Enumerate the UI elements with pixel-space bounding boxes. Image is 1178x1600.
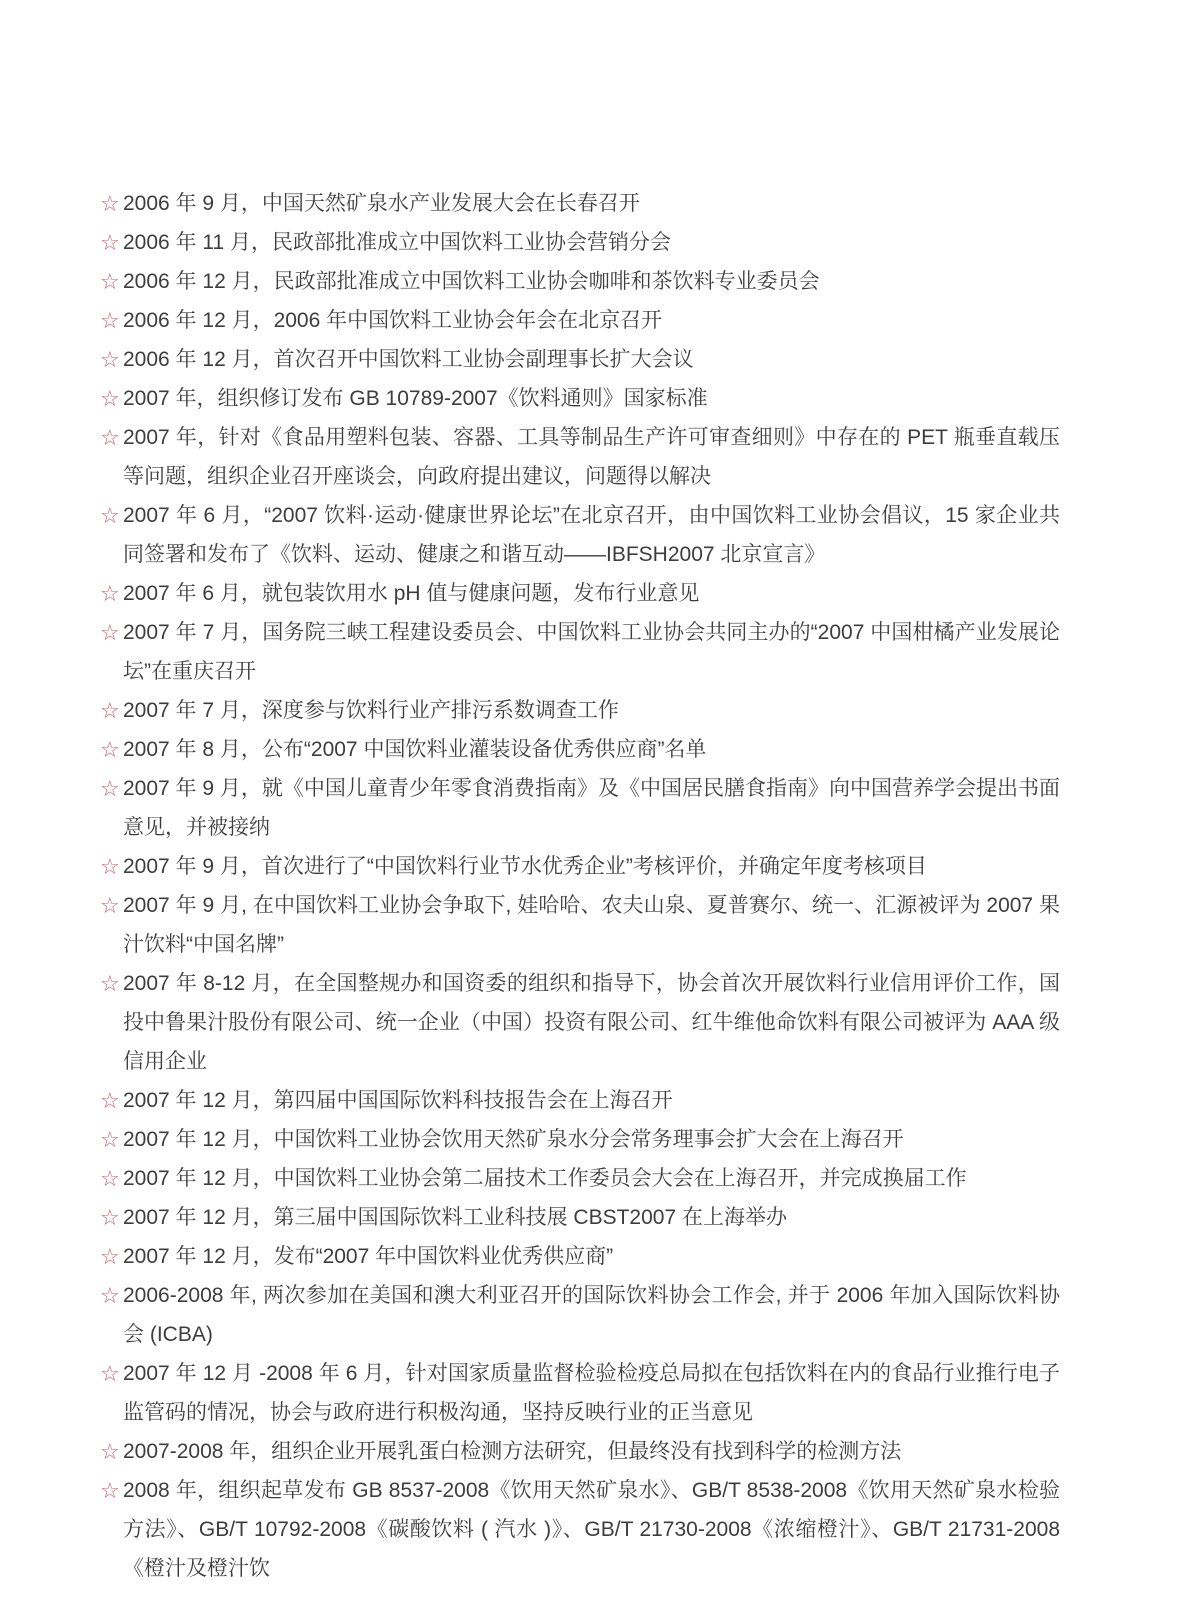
star-bullet-icon: ☆: [100, 1088, 120, 1113]
timeline-entry-text: 2008 年，组织起草发布 GB 8537-2008《饮用天然矿泉水》、GB/T 8538-2008《饮用天然矿泉水检验方法》、GB/T 10792-2008《碳酸饮料 ( 汽水 )》、GB/T 21730-2008《浓缩橙汁》、GB/T 21731-2008《橙汁及橙汁饮: [123, 1479, 1060, 1580]
timeline-entry-text: 2007 年，针对《食品用塑料包装、容器、工具等制品生产许可审查细则》中存在的 PET 瓶垂直载压等问题，组织企业召开座谈会，向政府提出建议，问题得以解决: [123, 426, 1060, 488]
timeline-entry-text: 2007 年 12 月，第四届中国国际饮料科技报告会在上海召开: [123, 1089, 673, 1112]
timeline-entry: [100, 1276, 1060, 1354]
timeline-entry-text: 2007-2008 年，组织企业开展乳蛋白检测方法研究，但最终没有找到科学的检测方法: [123, 1440, 902, 1463]
timeline-entry-text: 2006 年 11 月，民政部批准成立中国饮料工业协会营销分会: [123, 231, 672, 254]
timeline-entry: [100, 1081, 1060, 1120]
star-bullet-icon: ☆: [100, 308, 120, 333]
star-bullet-icon: ☆: [100, 893, 120, 918]
timeline-entry: [100, 613, 1060, 691]
star-bullet-icon: ☆: [100, 1166, 120, 1191]
star-bullet-icon: ☆: [100, 230, 120, 255]
timeline-entry-text: 2007 年 12 月，中国饮料工业协会饮用天然矿泉水分会常务理事会扩大会在上海召开: [123, 1128, 904, 1151]
timeline-entry-text: 2007 年，组织修订发布 GB 10789-2007《饮料通则》国家标准: [123, 387, 708, 410]
star-bullet-icon: ☆: [100, 737, 120, 762]
star-bullet-icon: ☆: [100, 1439, 120, 1464]
star-bullet-icon: ☆: [100, 1478, 120, 1503]
timeline-entry: [100, 262, 1060, 301]
timeline-entry: [100, 730, 1060, 769]
timeline-entry: [100, 1432, 1060, 1471]
timeline-entry: [100, 1471, 1060, 1588]
star-bullet-icon: ☆: [100, 854, 120, 879]
timeline-entry: [100, 418, 1060, 496]
timeline-entry-text: 2006 年 12 月，首次召开中国饮料工业协会副理事长扩大会议: [123, 348, 694, 371]
star-bullet-icon: ☆: [100, 1205, 120, 1230]
timeline-list: [100, 184, 1060, 1588]
timeline-entry: [100, 1120, 1060, 1159]
star-bullet-icon: ☆: [100, 386, 120, 411]
timeline-entry: [100, 1198, 1060, 1237]
star-bullet-icon: ☆: [100, 971, 120, 996]
star-bullet-icon: ☆: [100, 1361, 120, 1386]
timeline-entry: [100, 301, 1060, 340]
star-bullet-icon: ☆: [100, 347, 120, 372]
timeline-entry-text: 2007 年 8-12 月，在全国整规办和国资委的组织和指导下，协会首次开展饮料行业信用评价工作，国投中鲁果汁股份有限公司、统一企业（中国）投资有限公司、红牛维他命饮料有限公司被评为 AAA 级信用企业: [123, 972, 1060, 1073]
timeline-entry: [100, 769, 1060, 847]
timeline-entry-text: 2007 年 6 月，就包装饮用水 pH 值与健康问题，发布行业意见: [123, 582, 700, 605]
star-bullet-icon: ☆: [100, 1244, 120, 1269]
timeline-entry-text: 2007 年 8 月，公布“2007 中国饮料业灌装设备优秀供应商”名单: [123, 738, 707, 761]
timeline-entry-text: 2006-2008 年, 两次参加在美国和澳大利亚召开的国际饮料协会工作会, 并于 2006 年加入国际饮料协会 (ICBA): [123, 1284, 1060, 1346]
timeline-entry-text: 2006 年 9 月，中国天然矿泉水产业发展大会在长春召开: [123, 192, 640, 215]
timeline-entry-text: 2007 年 6 月，“2007 饮料·运动·健康世界论坛”在北京召开，由中国饮料工业协会倡议，15 家企业共同签署和发布了《饮料、运动、健康之和谐互动——IBFSH2007 北京宣言》: [123, 504, 1060, 566]
timeline-entry-text: 2006 年 12 月，民政部批准成立中国饮料工业协会咖啡和茶饮料专业委员会: [123, 270, 820, 293]
timeline-entry: [100, 496, 1060, 574]
star-bullet-icon: ☆: [100, 620, 120, 645]
timeline-entry: [100, 340, 1060, 379]
star-bullet-icon: ☆: [100, 776, 120, 801]
timeline-entry-text: 2007 年 7 月，深度参与饮料行业产排污系数调查工作: [123, 699, 619, 722]
timeline-entry-text: 2006 年 12 月，2006 年中国饮料工业协会年会在北京召开: [123, 309, 663, 332]
timeline-entry-text: 2007 年 12 月，发布“2007 年中国饮料业优秀供应商”: [123, 1245, 614, 1268]
star-bullet-icon: ☆: [100, 581, 120, 606]
star-bullet-icon: ☆: [100, 269, 120, 294]
timeline-entry-text: 2007 年 9 月，就《中国儿童青少年零食消费指南》及《中国居民膳食指南》向中国营养学会提出书面意见，并被接纳: [123, 777, 1060, 839]
timeline-entry: [100, 1237, 1060, 1276]
star-bullet-icon: ☆: [100, 191, 120, 216]
star-bullet-icon: ☆: [100, 1283, 120, 1308]
star-bullet-icon: ☆: [100, 698, 120, 723]
timeline-entry-text: 2007 年 7 月，国务院三峡工程建设委员会、中国饮料工业协会共同主办的“2007 中国柑橘产业发展论坛”在重庆召开: [123, 621, 1060, 683]
star-bullet-icon: ☆: [100, 503, 120, 528]
timeline-entry: [100, 1354, 1060, 1432]
timeline-entry-text: 2007 年 12 月，中国饮料工业协会第二届技术工作委员会大会在上海召开，并完成换届工作: [123, 1167, 967, 1190]
timeline-entry-text: 2007 年 12 月，第三届中国国际饮料工业科技展 CBST2007 在上海举办: [123, 1206, 787, 1229]
timeline-entry-text: 2007 年 9 月，首次进行了“中国饮料行业节水优秀企业”考核评价，并确定年度考核项目: [123, 855, 927, 878]
timeline-entry: [100, 1159, 1060, 1198]
timeline-entry-text: 2007 年 9 月, 在中国饮料工业协会争取下, 娃哈哈、农夫山泉、夏普赛尔、统一、汇源被评为 2007 果汁饮料“中国名牌”: [123, 894, 1060, 956]
timeline-entry: [100, 691, 1060, 730]
timeline-entry: [100, 184, 1060, 223]
timeline-entry: [100, 886, 1060, 964]
timeline-entry: [100, 964, 1060, 1081]
timeline-entry: [100, 574, 1060, 613]
timeline-entry: [100, 379, 1060, 418]
timeline-entry: [100, 223, 1060, 262]
star-bullet-icon: ☆: [100, 425, 120, 450]
timeline-entry: [100, 847, 1060, 886]
timeline-entry-text: 2007 年 12 月 -2008 年 6 月，针对国家质量监督检验检疫总局拟在包括饮料在内的食品行业推行电子监管码的情况，协会与政府进行积极沟通，坚持反映行业的正当意见: [123, 1362, 1060, 1424]
star-bullet-icon: ☆: [100, 1127, 120, 1152]
